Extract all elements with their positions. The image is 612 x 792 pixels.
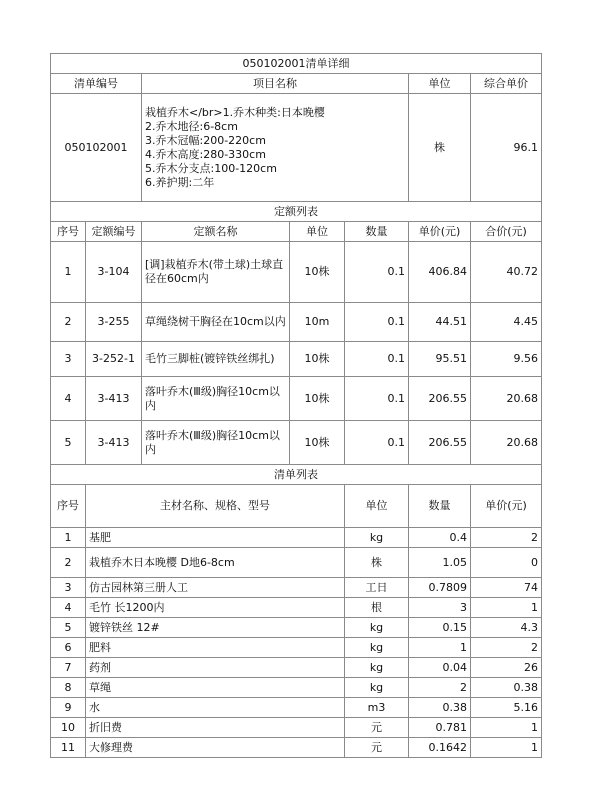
quota-price: 44.51	[409, 303, 471, 342]
material-no: 10	[51, 718, 86, 738]
bill-unit: 株	[409, 94, 471, 202]
quota-unit: 10株	[290, 377, 345, 421]
material-no: 1	[51, 528, 86, 548]
material-no: 4	[51, 598, 86, 618]
material-name: 大修理费	[86, 738, 345, 758]
quota-unit: 10m	[290, 303, 345, 342]
material-qty: 3	[409, 598, 471, 618]
material-row	[51, 618, 542, 638]
bill-price: 96.1	[471, 94, 542, 202]
material-price: 1	[471, 718, 542, 738]
material-qty: 2	[409, 678, 471, 698]
material-row	[51, 548, 542, 578]
material-qty-header: 数量	[409, 485, 471, 528]
quota-no: 3	[51, 342, 86, 377]
material-name: 折旧费	[86, 718, 345, 738]
material-no: 5	[51, 618, 86, 638]
material-unit: 根	[345, 598, 409, 618]
material-name: 药剂	[86, 658, 345, 678]
bill-detail-table	[50, 53, 542, 758]
quota-code: 3-255	[86, 303, 142, 342]
quota-row	[51, 242, 542, 303]
quota-total: 9.56	[471, 342, 542, 377]
quota-qty: 0.1	[345, 421, 409, 465]
material-name: 仿古园林第三册人工	[86, 578, 345, 598]
quota-row	[51, 303, 542, 342]
material-unit: 元	[345, 738, 409, 758]
material-name: 镀锌铁丝 12#	[86, 618, 345, 638]
quota-no: 1	[51, 242, 86, 303]
material-unit: kg	[345, 618, 409, 638]
material-price: 4.3	[471, 618, 542, 638]
material-row	[51, 528, 542, 548]
bill-name-header: 项目名称	[142, 74, 409, 94]
quota-unit: 10株	[290, 342, 345, 377]
bill-code-header: 清单编号	[51, 74, 142, 94]
quota-code: 3-104	[86, 242, 142, 303]
material-name: 肥料	[86, 638, 345, 658]
material-row	[51, 598, 542, 618]
material-no: 7	[51, 658, 86, 678]
quota-price: 95.51	[409, 342, 471, 377]
material-unit: kg	[345, 528, 409, 548]
material-price: 0.38	[471, 678, 542, 698]
material-price: 2	[471, 528, 542, 548]
material-row	[51, 698, 542, 718]
quota-no-header: 序号	[51, 222, 86, 242]
material-unit: 工日	[345, 578, 409, 598]
material-no: 3	[51, 578, 86, 598]
material-unit: 元	[345, 718, 409, 738]
quota-total: 4.45	[471, 303, 542, 342]
quota-code: 3-413	[86, 377, 142, 421]
material-section-title: 清单列表	[51, 465, 542, 485]
material-no: 8	[51, 678, 86, 698]
quota-no: 4	[51, 377, 86, 421]
quota-unit-header: 单位	[290, 222, 345, 242]
material-price: 5.16	[471, 698, 542, 718]
quota-no: 2	[51, 303, 86, 342]
quota-qty: 0.1	[345, 377, 409, 421]
quota-name: 落叶乔木(Ⅲ级)胸径10cm以内	[142, 421, 290, 465]
material-price: 74	[471, 578, 542, 598]
material-unit: kg	[345, 658, 409, 678]
quota-qty: 0.1	[345, 303, 409, 342]
material-row	[51, 578, 542, 598]
material-qty: 0.4	[409, 528, 471, 548]
material-qty: 0.781	[409, 718, 471, 738]
bill-price-header: 综合单价	[471, 74, 542, 94]
material-unit: m3	[345, 698, 409, 718]
material-price: 1	[471, 738, 542, 758]
material-qty: 0.1642	[409, 738, 471, 758]
quota-name: 落叶乔木(Ⅲ级)胸径10cm以内	[142, 377, 290, 421]
bill-code: 050102001	[51, 94, 142, 202]
material-price: 26	[471, 658, 542, 678]
material-unit: kg	[345, 678, 409, 698]
material-price-header: 单价(元)	[471, 485, 542, 528]
material-qty: 0.38	[409, 698, 471, 718]
quota-qty-header: 数量	[345, 222, 409, 242]
material-qty: 0.7809	[409, 578, 471, 598]
quota-row	[51, 342, 542, 377]
material-name: 毛竹 长1200内	[86, 598, 345, 618]
material-name: 基肥	[86, 528, 345, 548]
material-price: 0	[471, 548, 542, 578]
quota-price-header: 单价(元)	[409, 222, 471, 242]
material-no: 11	[51, 738, 86, 758]
quota-row	[51, 421, 542, 465]
material-qty: 1.05	[409, 548, 471, 578]
quota-total: 20.68	[471, 421, 542, 465]
material-price: 1	[471, 598, 542, 618]
material-no: 9	[51, 698, 86, 718]
quota-qty: 0.1	[345, 242, 409, 303]
material-row	[51, 658, 542, 678]
quota-total: 40.72	[471, 242, 542, 303]
material-no-header: 序号	[51, 485, 86, 528]
bill-unit-header: 单位	[409, 74, 471, 94]
material-qty: 0.04	[409, 658, 471, 678]
material-name-header: 主材名称、规格、型号	[86, 485, 345, 528]
quota-no: 5	[51, 421, 86, 465]
material-qty: 1	[409, 638, 471, 658]
quota-qty: 0.1	[345, 342, 409, 377]
quota-total: 20.68	[471, 377, 542, 421]
material-name: 草绳	[86, 678, 345, 698]
quota-name: 毛竹三脚桩(镀锌铁丝绑扎)	[142, 342, 290, 377]
material-row	[51, 738, 542, 758]
material-row	[51, 638, 542, 658]
material-unit: 株	[345, 548, 409, 578]
material-no: 6	[51, 638, 86, 658]
material-unit-header: 单位	[345, 485, 409, 528]
quota-unit: 10株	[290, 421, 345, 465]
quota-section-title: 定额列表	[51, 202, 542, 222]
bill-item-description: 栽植乔木</br>1.乔木种类:日本晚樱 2.乔木地径:6-8cm 3.乔木冠幅:200-220cm 4.乔木高度:280-330cm 5.乔木分支点:100-120cm 6.养护期:二年	[142, 94, 409, 202]
quota-code: 3-413	[86, 421, 142, 465]
quota-price: 206.55	[409, 377, 471, 421]
material-qty: 0.15	[409, 618, 471, 638]
quota-row	[51, 377, 542, 421]
material-name: 水	[86, 698, 345, 718]
quota-unit: 10株	[290, 242, 345, 303]
material-row	[51, 718, 542, 738]
quota-price: 406.84	[409, 242, 471, 303]
quota-name: 草绳绕树干胸径在10cm以内	[142, 303, 290, 342]
material-name: 栽植乔木日本晚樱 D地6-8cm	[86, 548, 345, 578]
quota-code-header: 定额编号	[86, 222, 142, 242]
material-price: 2	[471, 638, 542, 658]
material-row	[51, 678, 542, 698]
quota-code: 3-252-1	[86, 342, 142, 377]
table-title: 050102001清单详细	[51, 54, 542, 74]
quota-price: 206.55	[409, 421, 471, 465]
quota-name: [调]栽植乔木(带土球)土球直径在60cm内	[142, 242, 290, 303]
material-no: 2	[51, 548, 86, 578]
material-unit: kg	[345, 638, 409, 658]
quota-name-header: 定额名称	[142, 222, 290, 242]
quota-total-header: 合价(元)	[471, 222, 542, 242]
